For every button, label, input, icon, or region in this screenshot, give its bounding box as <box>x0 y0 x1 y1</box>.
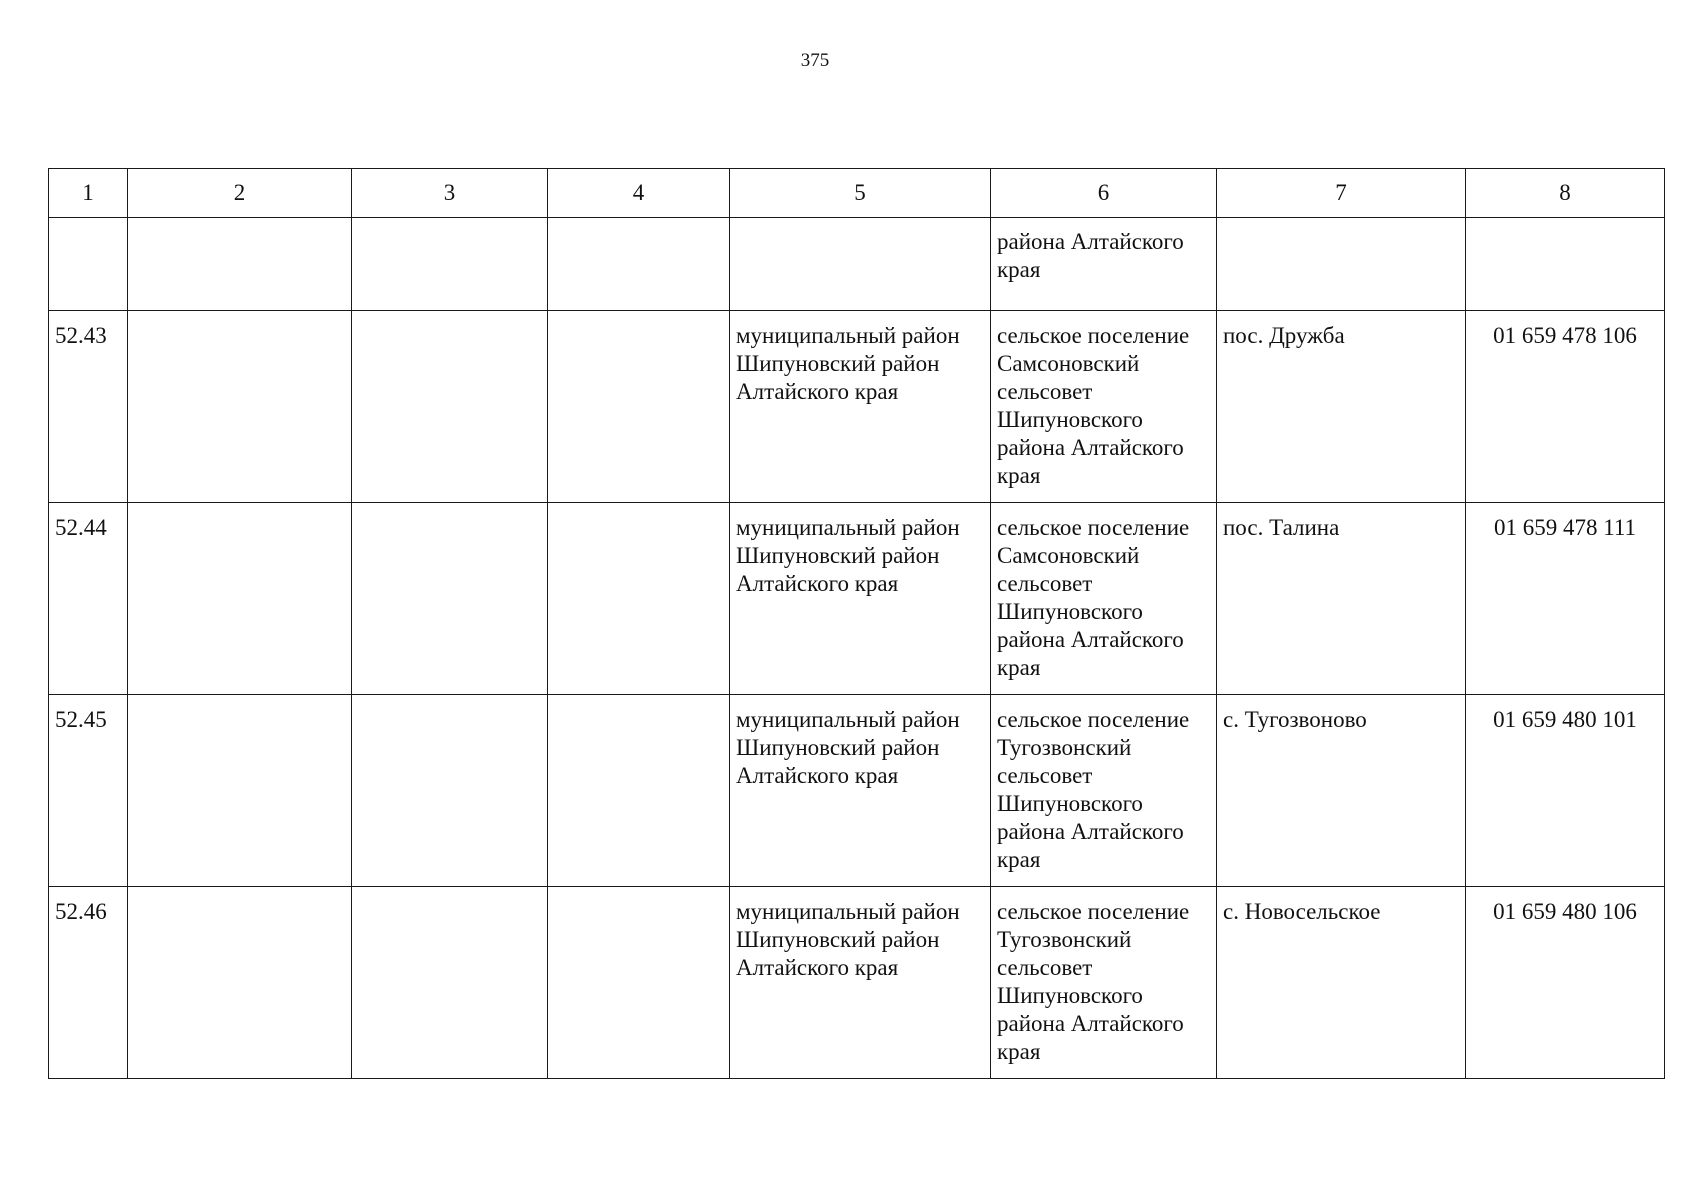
cell-code: 01 659 478 106 <box>1466 311 1665 503</box>
cell-num: 52.44 <box>49 503 128 695</box>
cell-col-2 <box>128 887 352 1079</box>
header-col-3: 3 <box>352 169 548 218</box>
continuation-row <box>49 218 1665 311</box>
header-col-1: 1 <box>49 169 128 218</box>
cell-col-4 <box>548 218 730 311</box>
cell-col-3 <box>352 311 548 503</box>
cell-locality: с. Тугозвоново <box>1217 695 1466 887</box>
cell-municipal-district: муниципальный район Шипуновский район Алтайского края <box>730 311 991 503</box>
cell-code <box>1466 218 1665 311</box>
cell-num: 52.43 <box>49 311 128 503</box>
cell-col-4 <box>548 311 730 503</box>
header-col-6: 6 <box>991 169 1217 218</box>
table-row <box>49 311 1665 503</box>
cell-municipal-district <box>730 218 991 311</box>
cell-settlement: сельское поселение Тугозвонский сельсовет Шипуновского района Алтайского края <box>991 887 1217 1079</box>
table-row <box>49 887 1665 1079</box>
cell-num <box>49 218 128 311</box>
cell-settlement: сельское поселение Тугозвонский сельсовет Шипуновского района Алтайского края <box>991 695 1217 887</box>
cell-num: 52.46 <box>49 887 128 1079</box>
cell-municipal-district: муниципальный район Шипуновский район Алтайского края <box>730 887 991 1079</box>
cell-settlement: сельское поселение Самсоновский сельсовет Шипуновского района Алтайского края <box>991 311 1217 503</box>
header-col-4: 4 <box>548 169 730 218</box>
cell-locality: пос. Талина <box>1217 503 1466 695</box>
cell-col-2 <box>128 218 352 311</box>
cell-col-2 <box>128 503 352 695</box>
cell-locality <box>1217 218 1466 311</box>
cell-locality: пос. Дружба <box>1217 311 1466 503</box>
cell-col-3 <box>352 503 548 695</box>
cell-col-4 <box>548 695 730 887</box>
document-table <box>48 168 1665 1079</box>
table-body <box>49 218 1665 1079</box>
header-row <box>49 169 1665 218</box>
cell-col-3 <box>352 695 548 887</box>
cell-col-3 <box>352 218 548 311</box>
cell-settlement: сельское поселение Самсоновский сельсовет Шипуновского района Алтайского края <box>991 503 1217 695</box>
cell-code: 01 659 480 101 <box>1466 695 1665 887</box>
page-number: 375 <box>800 50 830 71</box>
cell-code: 01 659 478 111 <box>1466 503 1665 695</box>
table-row <box>49 503 1665 695</box>
cell-code: 01 659 480 106 <box>1466 887 1665 1079</box>
cell-locality: с. Новосельское <box>1217 887 1466 1079</box>
cell-municipal-district: муниципальный район Шипуновский район Алтайского края <box>730 503 991 695</box>
table-row <box>49 695 1665 887</box>
table-header <box>49 169 1665 218</box>
cell-col-4 <box>548 503 730 695</box>
cell-municipal-district: муниципальный район Шипуновский район Алтайского края <box>730 695 991 887</box>
header-col-2: 2 <box>128 169 352 218</box>
cell-col-3 <box>352 887 548 1079</box>
cell-col-2 <box>128 695 352 887</box>
cell-col-4 <box>548 887 730 1079</box>
cell-settlement: района Алтайского края <box>991 218 1217 311</box>
header-col-8: 8 <box>1466 169 1665 218</box>
cell-num: 52.45 <box>49 695 128 887</box>
header-col-7: 7 <box>1217 169 1466 218</box>
header-col-5: 5 <box>730 169 991 218</box>
cell-col-2 <box>128 311 352 503</box>
